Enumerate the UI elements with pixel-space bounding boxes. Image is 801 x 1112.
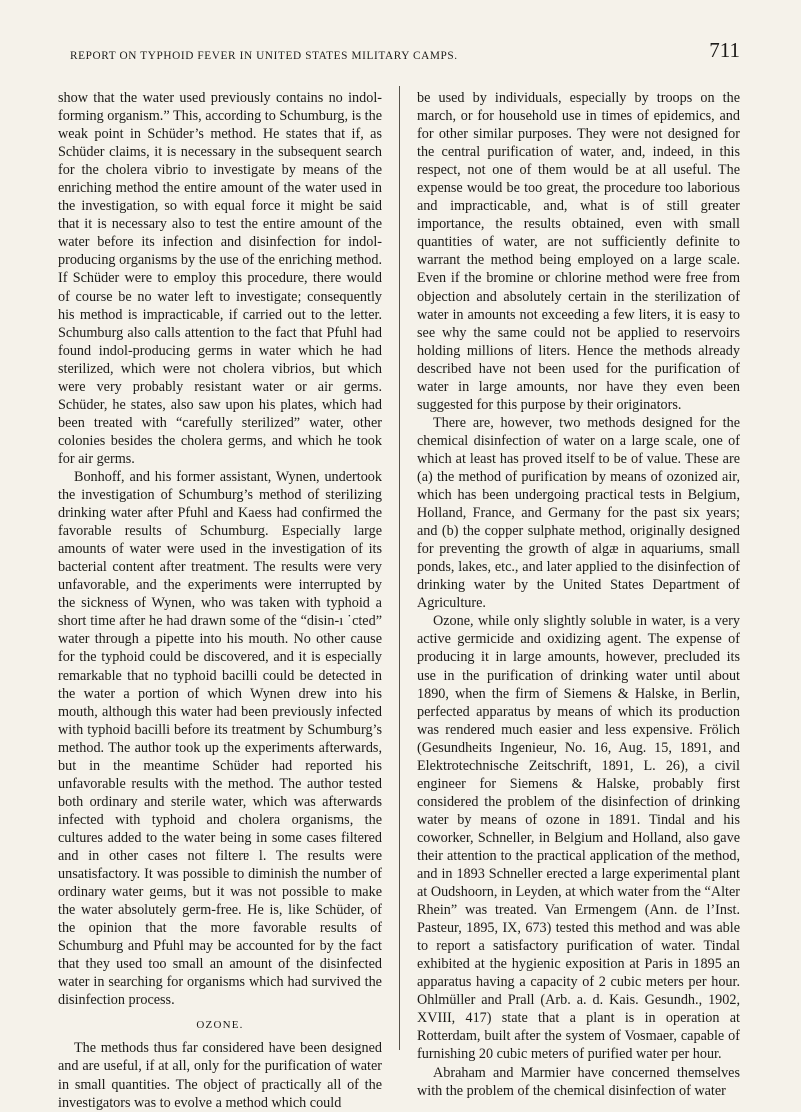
paragraph: Abraham and Marmier have concerned themselves with the problem of the chemical disinfection of water (417, 1064, 740, 1099)
left-column (58, 89, 382, 1112)
paragraph: be used by individuals, especially by troops on the march, or for household use in times of epidemics, and for other similar purposes. They were not designed for the central purification of water, and, indeed, in this respect, not one of them would be at all useful. The expense would be too great, the procedure too laborious and impracticable, and, what is of still greater importance, the results obtained, even with small quantities of water, are not sufficiently definite to warrant the method being employed on a large scale. Even if the bromine or chlorine method were free from objection and absolutely certain in the sterilization of water in amounts not exceeding a few liters, it is easy to see why the same could not be applied to reservoirs holding millions of liters. Hence the methods already described have not been used for the purification of water in large amounts, nor have they even been suggested for this purpose by their originators. (417, 90, 740, 413)
running-header (58, 38, 740, 68)
running-title: REPORT ON TYPHOID FEVER IN UNITED STATES MILITARY CAMPS. (70, 50, 458, 62)
page-number: 711 (709, 38, 740, 62)
paragraph: show that the water used previously contains no indol-forming organism.” This, according to Schumburg, is the weak point in Schüder’s method. He states that if, as Schüder claims, it is necessary in the subsequent search for the cholera vibrio to investigate by means of the enriching method the entire amount of the water used in the investigation, so with equal force it might be said that it is necessary also to test the entire amount of the water before its infection and disinfection for indol-producing organisms by the use of the enriching method. If Schüder were to employ this procedure, there would of course be no water left to investigate; consequently his method is impracticable, if carried out to the letter. Schumburg also calls attention to the fact that Pfuhl had found indol-producing germs in water which he had sterilized, which were not cholera vibrios, but which were very probably resistant water or air germs. Schüder, he states, also saw upon his plates, which had been treated with “carefully sterilized” water, other colonies besides the cholera germs, and which he took for air germs. (58, 90, 382, 467)
paragraph: Bonhoff, and his former assistant, Wynen, undertook the investigation of Schumburg’s method of sterilizing drinking water after Pfuhl and Kaess had confirmed the favorable results of Schumburg. Especially large amounts of water were used in the investigation of its bacterial content after treatment. The results were very unfavorable, and the experiments were interrupted by the sickness of Wynen, who was taken with typhoid a short time after he had drawn some of the “disin-ı ˙cted” water through a pipette into his mouth. No other cause for the typhoid could be discovered, and it is especially remarkable that no typhoid bacilli could be detected in the water a portion of which Wynen drew into his mouth, although this water had been previously infected with typhoid bacilli before its treatment by Schumburg’s method. The author took up the experiments afterwards, but in the meantime Schüder had reported his unfavorable results with the method. The author tested both ordinary and sterile water, which was afterwards infected with typhoid and cholera organisms, the cultures added to the water being in some cases filtered and in other cases not filterɐ l. The results were unsatisfactory. It was possible to diminish the number of ordinary water geıms, but it was not possible to make the water absolutely germ-free. He is, like Schüder, of the opinion that the more favorable results of Schumburg and Pfuhl may be accounted for by the fact that they used too small an amount of the disinfected water in searching for organisms which had survived the disinfection process. (58, 468, 382, 1009)
paragraph: The methods thus far considered have been designed and are useful, if at all, only for the purification of water in small quantities. The object of practically all of the investigators was to evolve a method which could (58, 1040, 382, 1111)
paragraph: There are, however, two methods designed for the chemical disinfection of water on a large scale, one of which at least has proved itself to be of value. These are (a) the method of purification by means of ozonized air, which has been undergoing practical tests in Belgium, Holland, France, and Germany for the past six years; and (b) the copper sulphate method, originally designed for preventing the growth of algæ in aquariums, small ponds, lakes, etc., and later applied to the disinfection of drinking water by the United States Department of Agriculture. (417, 414, 740, 612)
right-column (417, 89, 740, 1100)
column-divider (399, 86, 400, 1050)
section-heading-ozone: OZONE. (196, 1019, 244, 1032)
paragraph: Ozone, while only slightly soluble in water, is a very active germicide and oxidizing agent. The expense of producing it in large amounts, however, precluded its use in the purification of drinking water until about 1890, when the firm of Siemens & Halske, in Berlin, perfected apparatus by means of which its production was rendered much easier and less expensive. Frölich (Gesundheits Ingenieur, No. 16, Aug. 15, 1891, and Elektrotechnische Zeitschrift, 1891, L. 26), a civil engineer for Siemens & Halske, probably first considered the problem of the disinfection of drinking water by means of ozone in 1891. Tindal and his coworker, Schneller, in Belgium and Holland, also gave their attention to the practical application of the method, and in 1893 Schneller erected a large experimental plant at Oudshoorn, in Leyden, at which water from the “Alter Rhein” was treated. Van Ermengem (Ann. de l’Inst. Pasteur, 1895, IX, 673) tested this method and was able to report a satisfactory purification of water. Tindal exhibited at the hygienic exposition at Paris in 1895 an apparatus having a capacity of 2 cubic meters per hour. Ohlmüller and Prall (Arb. a. d. Kais. Gesundh., 1902, XVIII, 417) state that a plant is in operation at Rotterdam, built after the system of Vosmaer, capable of furnishing 20 cubic meters of purified water per hour. (417, 613, 740, 1063)
